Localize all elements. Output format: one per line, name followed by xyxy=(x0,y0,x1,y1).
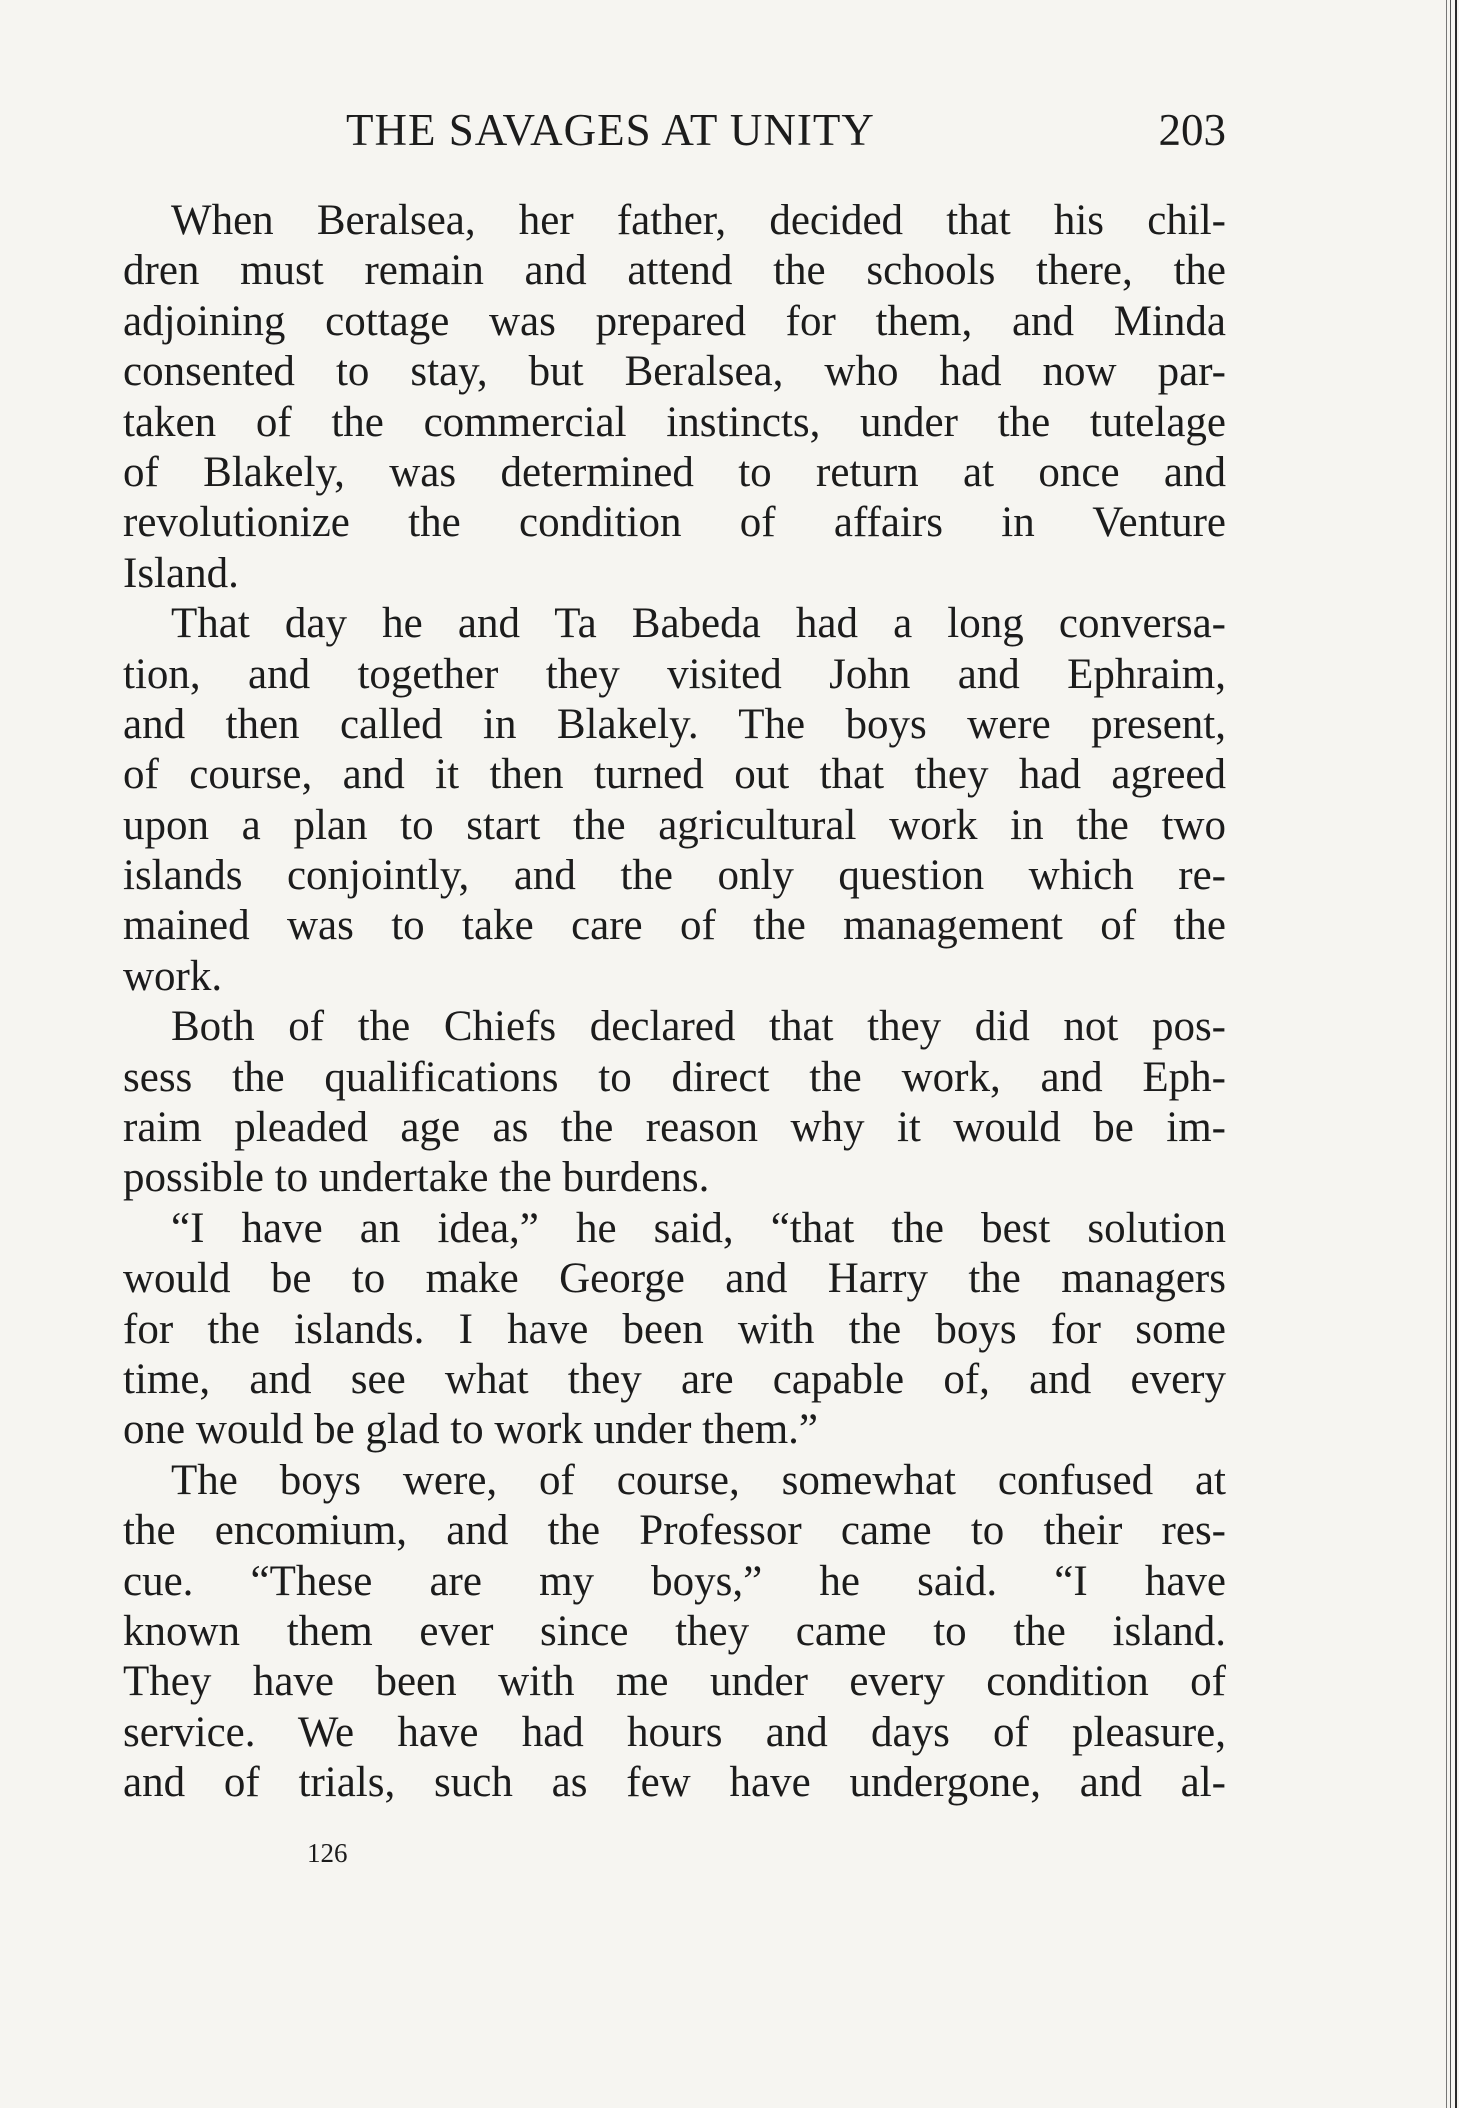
running-head xyxy=(123,104,1226,164)
text-line: The boys were, of course, somewhat confused at xyxy=(171,1456,1226,1504)
text-line: When Beralsea, her father, decided that his chil- xyxy=(171,197,1226,244)
text-line: for the islands. I have been with the boys for some xyxy=(123,1305,1226,1353)
running-title: THE SAVAGES AT UNITY xyxy=(346,105,875,155)
text-line: would be to make George and Harry the managers xyxy=(123,1255,1226,1303)
text-line: possible to undertake the burdens. xyxy=(123,1154,710,1202)
text-line: islands conjointly, and the only question which re- xyxy=(123,852,1226,900)
text-line: raim pleaded age as the reason why it would be im- xyxy=(123,1104,1226,1152)
text-line: the encomium, and the Professor came to their res- xyxy=(123,1507,1226,1555)
text-line: tion, and together they visited John and Ephraim, xyxy=(123,650,1226,698)
text-line: Both of the Chiefs declared that they did not pos- xyxy=(171,1003,1226,1051)
page-edge-line xyxy=(1446,0,1447,2108)
page-edge-line xyxy=(1455,0,1457,2108)
text-line: upon a plan to start the agricultural work in the two xyxy=(123,801,1226,849)
text-line: taken of the commercial instincts, under the tutelage xyxy=(123,398,1226,446)
text-line: time, and see what they are capable of, and every xyxy=(123,1355,1226,1403)
text-line: adjoining cottage was prepared for them, and Minda xyxy=(123,297,1226,345)
signature-mark: 126 xyxy=(307,1838,348,1868)
text-line: of Blakely, was determined to return at once and xyxy=(123,448,1226,496)
text-line: one would be glad to work under them.” xyxy=(123,1406,818,1454)
text-line: Island. xyxy=(123,549,239,597)
text-line: of course, and it then turned out that they had agreed xyxy=(123,751,1226,799)
text-line: service. We have had hours and days of pleasure, xyxy=(123,1708,1226,1756)
text-line: “I have an idea,” he said, “that the best solution xyxy=(171,1204,1226,1252)
text-line: known them ever since they came to the island. xyxy=(123,1607,1226,1655)
page-edge-line xyxy=(1450,0,1451,2108)
page-number: 203 xyxy=(1158,105,1226,155)
text-line: work. xyxy=(123,952,223,1000)
text-line: That day he and Ta Babeda had a long conversa- xyxy=(171,600,1226,648)
body-text xyxy=(123,196,1226,1809)
text-line: consented to stay, but Beralsea, who had now par- xyxy=(123,348,1226,396)
text-line: and then called in Blakely. The boys were present, xyxy=(123,700,1226,748)
text-line: They have been with me under every condition of xyxy=(123,1658,1226,1706)
text-line: cue. “These are my boys,” he said. “I have xyxy=(123,1557,1226,1605)
text-line: and of trials, such as few have undergone, and al- xyxy=(123,1759,1226,1807)
text-line: sess the qualifications to direct the work, and Eph- xyxy=(123,1053,1226,1101)
text-line: mained was to take care of the management of the xyxy=(123,902,1226,950)
page-edge-lines xyxy=(1445,0,1459,2108)
text-line: revolutionize the condition of affairs in Venture xyxy=(123,499,1226,547)
text-line: dren must remain and attend the schools there, the xyxy=(123,247,1226,295)
